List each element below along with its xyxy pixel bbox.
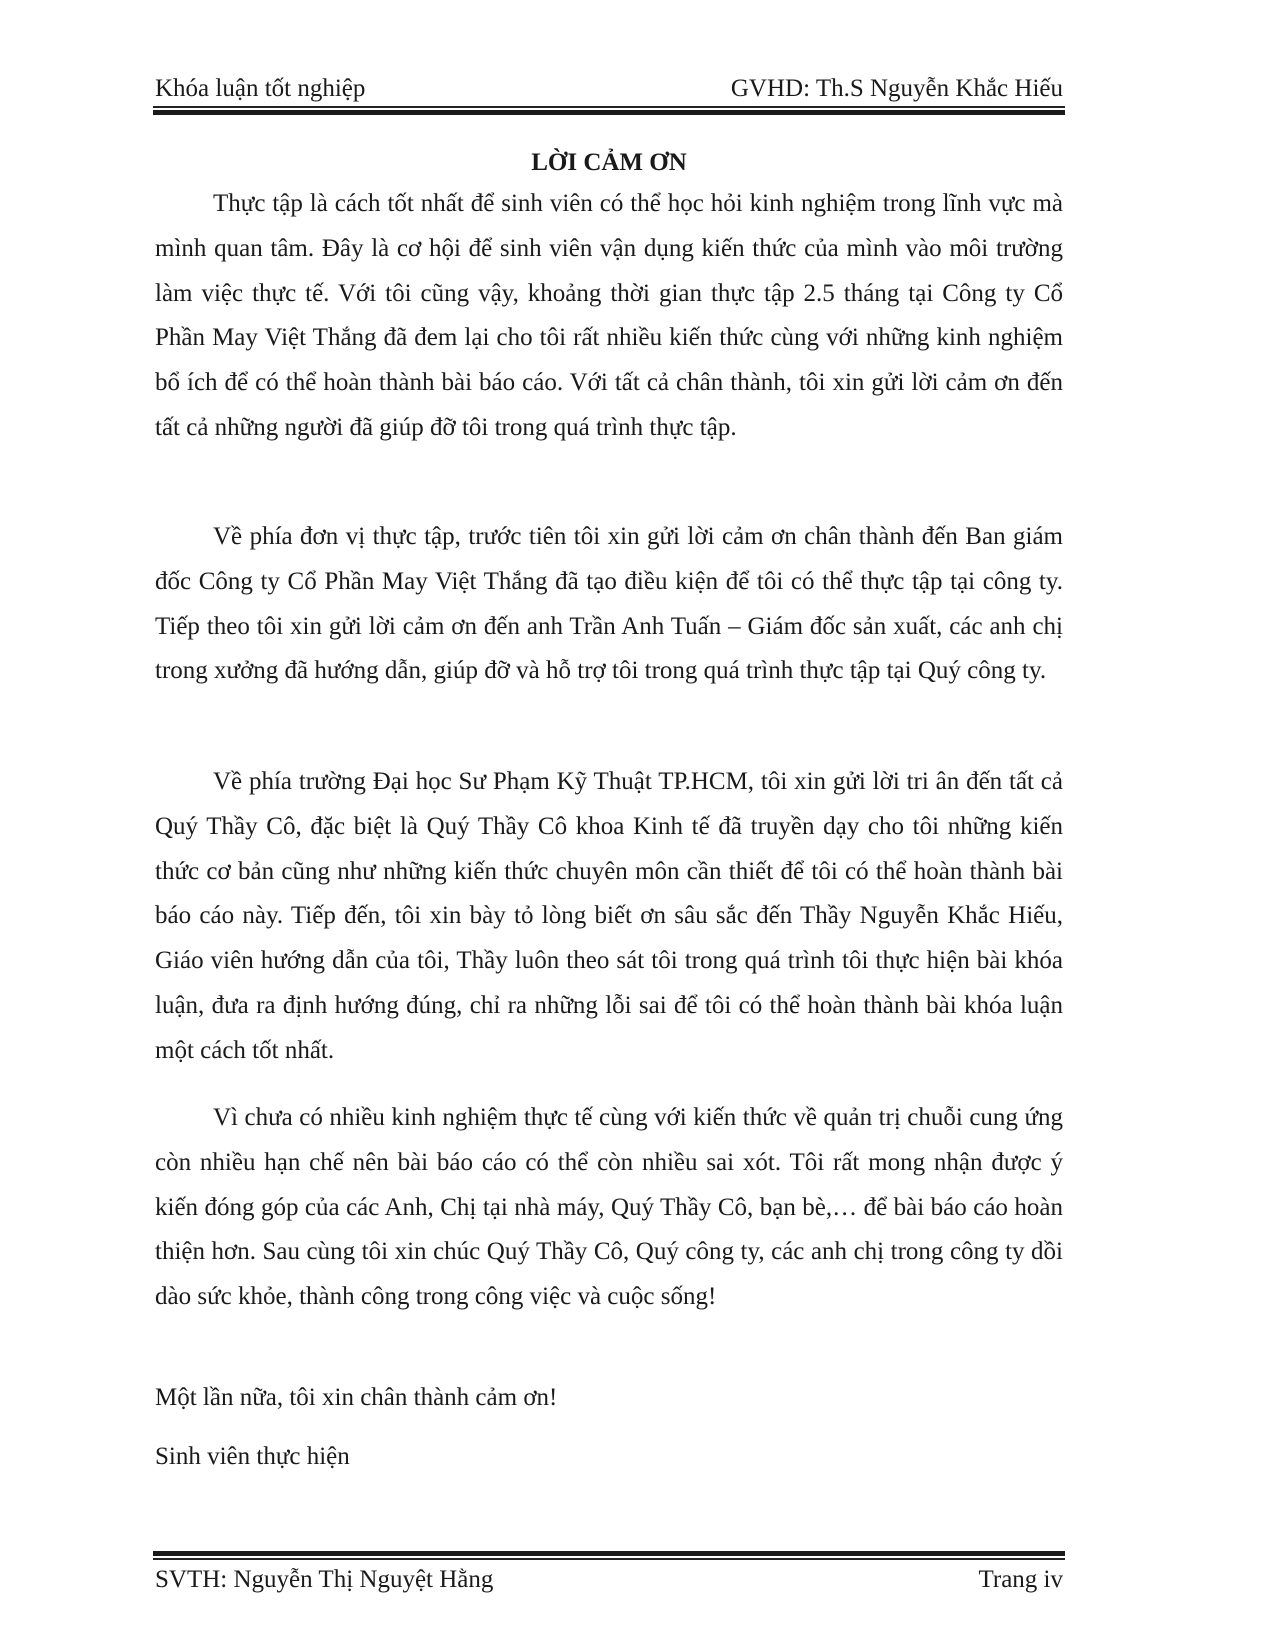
page-number: Trang iv [978,1566,1063,1593]
paragraph-4: Vì chưa có nhiều kinh nghiệm thực tế cùng với kiến thức về quản trị chuỗi cung ứng còn nhiều hạn chế nên bài báo cáo có thể còn nhiều sai xót. Tôi rất mong nhận được ý kiến đóng góp của các Anh, Chị tại nhà máy, Quý Thầy Cô, bạn bè,… để bài báo cáo hoàn thiện hơn. Sau cùng tôi xin chúc Quý Thầy Cô, Quý công ty, các anh chị trong công ty dồi dào sức khỏe, thành công trong công việc và cuộc sống! [155,1104,1063,1311]
header-rule-thin [153,106,1065,108]
paragraph-2: Về phía đơn vị thực tập, trước tiên tôi xin gửi lời cảm ơn chân thành đến Ban giám đốc Công ty Cổ Phần May Việt Thắng đã tạo điều kiện để tôi có thể thực tập tại công ty. Tiếp theo tôi xin gửi lời cảm ơn đến anh Trần Anh Tuấn – Giám đốc sản xuất, các anh chị trong xưởng đã hướng dẫn, giúp đỡ và hỗ trợ tôi trong quá trình thực tập tại Quý công ty. [155,523,1063,685]
paragraph-3: Về phía trường Đại học Sư Phạm Kỹ Thuật TP.HCM, tôi xin gửi lời tri ân đến tất cả Quý Thầy Cô, đặc biệt là Quý Thầy Cô khoa Kinh tế đã truyền dạy cho tôi những kiến thức cơ bản cũng như những kiến thức chuyên môn cần thiết để tôi có thể hoàn thành bài báo cáo này. Tiếp đến, tôi xin bày tỏ lòng biết ơn sâu sắc đến Thầy Nguyễn Khắc Hiếu, Giáo viên hướng dẫn của tôi, Thầy luôn theo sát tôi trong quá trình tôi thực hiện bài khóa luận, đưa ra định hướng đúng, chỉ ra những lỗi sai để tôi có thể hoàn thành bài khóa luận một cách tốt nhất. [155,768,1063,1064]
footer-rule-thin [153,1558,1065,1560]
signature-label: Sinh viên thực hiện [155,1443,350,1470]
header-rule-thick [153,110,1065,115]
footer-student: SVTH: Nguyễn Thị Nguyệt Hằng [155,1566,494,1593]
page-header [155,74,1063,104]
closing-line: Một lần nữa, tôi xin chân thành cảm ơn! [155,1384,558,1411]
paragraph-1: Thực tập là cách tốt nhất để sinh viên có thể học hỏi kinh nghiệm trong lĩnh vực mà mình quan tâm. Đây là cơ hội để sinh viên vận dụng kiến thức của mình vào môi trường làm việc thực tế. Với tôi cũng vậy, khoảng thời gian thực tập 2.5 tháng tại Công ty Cổ Phần May Việt Thắng đã đem lại cho tôi rất nhiều kiến thức cùng với những kinh nghiệm bổ ích để có thể hoàn thành bài báo cáo. Với tất cả chân thành, tôi xin gửi lời cảm ơn đến tất cả những người đã giúp đỡ tôi trong quá trình thực tập. [155,190,1063,441]
footer-rule-thick [153,1551,1065,1556]
page-title: LỜI CẢM ƠN [531,149,687,176]
page-footer [155,1564,1063,1596]
header-advisor: GVHD: Th.S Nguyễn Khắc Hiếu [730,75,1063,102]
header-document-type: Khóa luận tốt nghiệp [155,75,366,102]
